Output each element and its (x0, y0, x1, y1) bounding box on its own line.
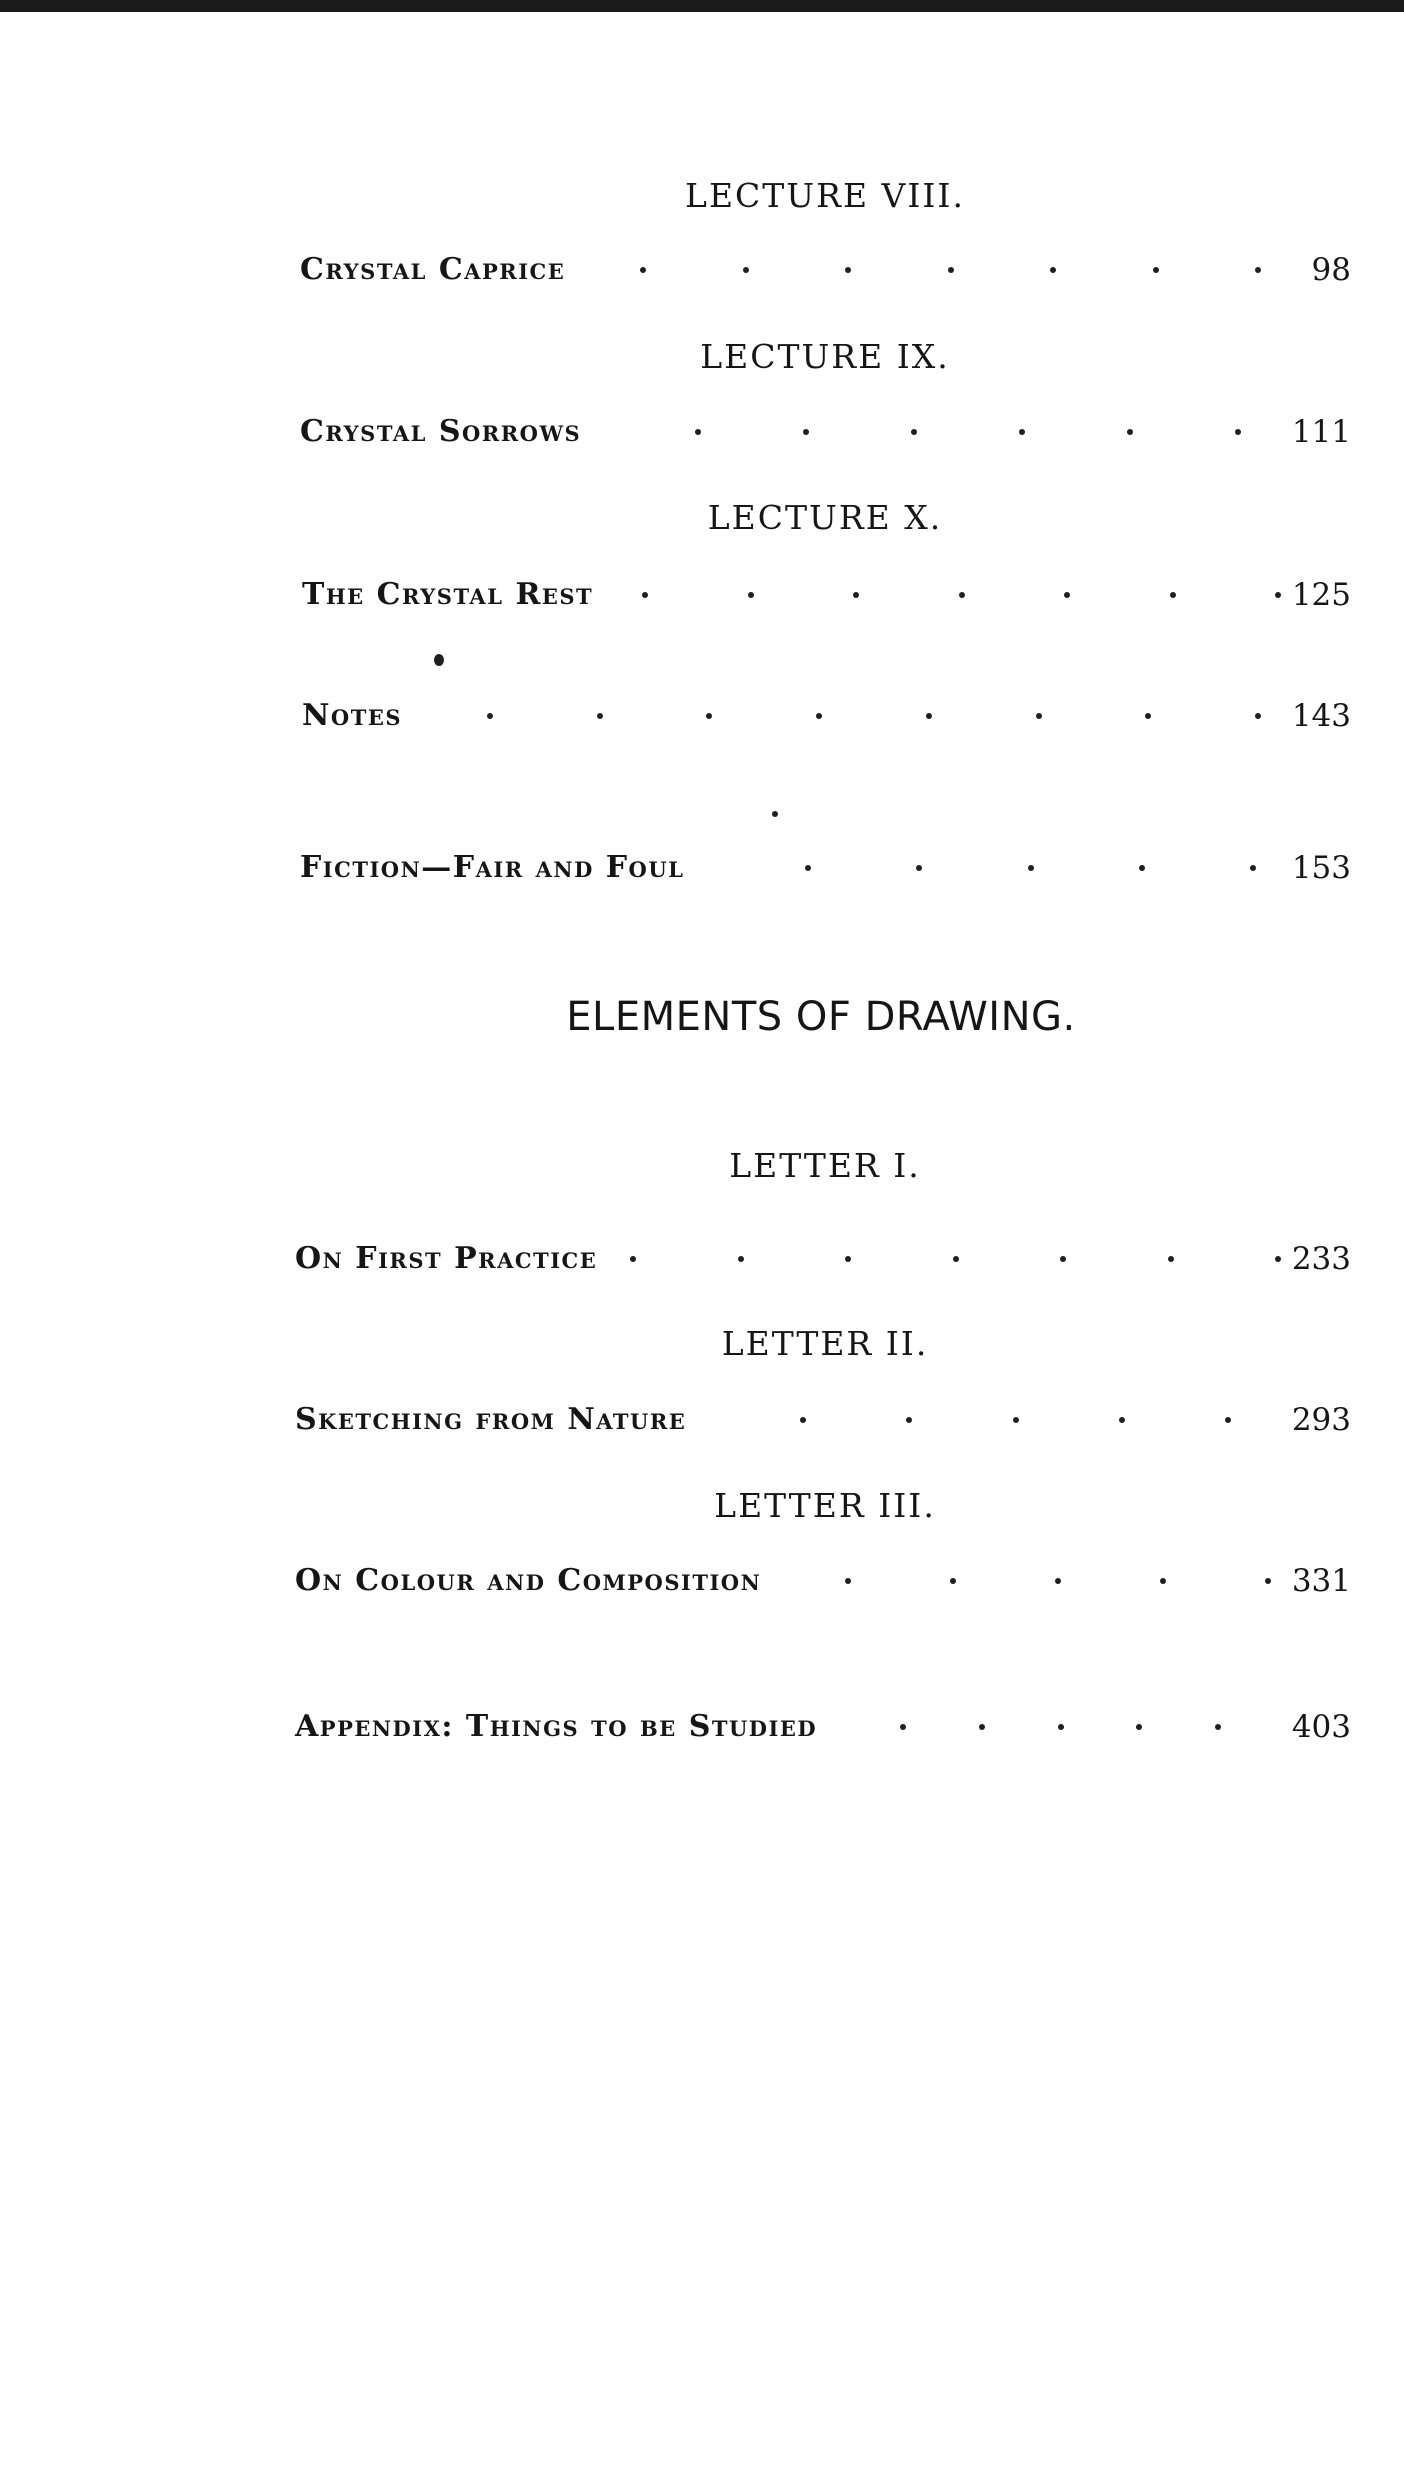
leader-dot (948, 267, 954, 273)
leader-dot (1168, 1256, 1174, 1262)
page-top-edge (0, 0, 1404, 12)
lecture-9-heading: LECTURE IX. (700, 337, 950, 376)
letter-1-heading: LETTER I. (729, 1146, 921, 1185)
letter-2-heading: LETTER II. (721, 1324, 929, 1363)
toc-entry-title: Fiction—Fair and Foul (300, 850, 685, 885)
dot-leader (800, 1398, 1231, 1442)
leader-dot (1250, 865, 1256, 871)
leader-dot (805, 865, 811, 871)
leader-dot (900, 1724, 906, 1730)
leader-dot (1160, 1578, 1166, 1584)
leader-dot (1275, 1256, 1281, 1262)
toc-entry-title: Notes (302, 698, 403, 733)
leader-dot (845, 1578, 851, 1584)
leader-dot (1136, 1724, 1142, 1730)
leader-dot (487, 713, 493, 719)
leader-dot (1139, 865, 1145, 871)
leader-dot (1225, 1417, 1231, 1423)
toc-entry-title: On First Practice (295, 1241, 598, 1276)
leader-dot (1127, 429, 1133, 435)
leader-dot (1013, 1417, 1019, 1423)
toc-entry-fiction (300, 846, 1351, 890)
toc-entry-page: 143 (1291, 698, 1351, 734)
leader-dot (630, 1256, 636, 1262)
leader-dot (1060, 1256, 1066, 1262)
dot-leader (640, 248, 1261, 292)
dot-leader (487, 694, 1261, 738)
leader-dot (738, 1256, 744, 1262)
leader-dot (1050, 267, 1056, 273)
section-title: ELEMENTS OF DRAWING. (566, 994, 1076, 1040)
toc-entry-title: On Colour and Composition (295, 1563, 762, 1598)
toc-entry-title: Crystal Caprice (300, 252, 566, 287)
leader-dot (1255, 267, 1261, 273)
toc-entry-page: 293 (1291, 1402, 1351, 1438)
leader-dot (1153, 267, 1159, 273)
toc-entry-crystal-rest (302, 573, 1351, 617)
leader-dot (1064, 592, 1070, 598)
toc-entry-crystal-sorrows (300, 410, 1351, 454)
toc-entry-notes (302, 694, 1351, 738)
leader-dot (640, 267, 646, 273)
toc-entry-first-practice (295, 1237, 1351, 1281)
lecture-8-heading: LECTURE VIII. (685, 176, 965, 215)
toc-entry-page: 403 (1291, 1709, 1351, 1745)
toc-entry-title: The Crystal Rest (302, 577, 594, 612)
leader-dot (800, 1417, 806, 1423)
leader-dot (743, 267, 749, 273)
leader-dot (1235, 429, 1241, 435)
leader-dot (642, 592, 648, 598)
letter-3-heading: LETTER III. (714, 1486, 936, 1525)
dot-leader (900, 1705, 1221, 1749)
leader-dot (748, 592, 754, 598)
toc-entry-page: 331 (1291, 1563, 1351, 1599)
leader-dot (853, 592, 859, 598)
leader-dot (1119, 1417, 1125, 1423)
dot-leader (642, 573, 1281, 617)
ink-speck (434, 654, 444, 666)
leader-dot (695, 429, 701, 435)
leader-dot (1028, 865, 1034, 871)
toc-entry-crystal-caprice (300, 248, 1351, 292)
leader-dot (1036, 713, 1042, 719)
leader-dot (906, 1417, 912, 1423)
ink-speck (772, 811, 778, 817)
toc-entry-page: 153 (1291, 850, 1351, 886)
leader-dot (803, 429, 809, 435)
leader-dot (1215, 1724, 1221, 1730)
leader-dot (706, 713, 712, 719)
toc-entry-colour-composition (295, 1559, 1351, 1603)
leader-dot (926, 713, 932, 719)
leader-dot (1145, 713, 1151, 719)
dot-leader (630, 1237, 1281, 1281)
dot-leader (805, 846, 1256, 890)
leader-dot (1019, 429, 1025, 435)
toc-entry-page: 233 (1291, 1241, 1351, 1277)
toc-entry-title: Appendix: Things to be Studied (295, 1709, 818, 1744)
toc-entry-sketching (295, 1398, 1351, 1442)
leader-dot (916, 865, 922, 871)
leader-dot (816, 713, 822, 719)
leader-dot (950, 1578, 956, 1584)
leader-dot (1058, 1724, 1064, 1730)
toc-entry-page: 125 (1291, 577, 1351, 613)
leader-dot (845, 267, 851, 273)
leader-dot (1170, 592, 1176, 598)
leader-dot (597, 713, 603, 719)
dot-leader (695, 410, 1241, 454)
lecture-10-heading: LECTURE X. (707, 498, 943, 537)
leader-dot (911, 429, 917, 435)
dot-leader (845, 1559, 1271, 1603)
leader-dot (1275, 592, 1281, 598)
toc-entry-title: Sketching from Nature (295, 1402, 687, 1437)
toc-entry-page: 111 (1291, 414, 1351, 450)
leader-dot (959, 592, 965, 598)
leader-dot (1255, 713, 1261, 719)
toc-entry-page: 98 (1311, 252, 1351, 288)
leader-dot (1265, 1578, 1271, 1584)
leader-dot (845, 1256, 851, 1262)
leader-dot (979, 1724, 985, 1730)
leader-dot (953, 1256, 959, 1262)
toc-entry-title: Crystal Sorrows (300, 414, 582, 449)
toc-entry-appendix (295, 1705, 1351, 1749)
leader-dot (1055, 1578, 1061, 1584)
